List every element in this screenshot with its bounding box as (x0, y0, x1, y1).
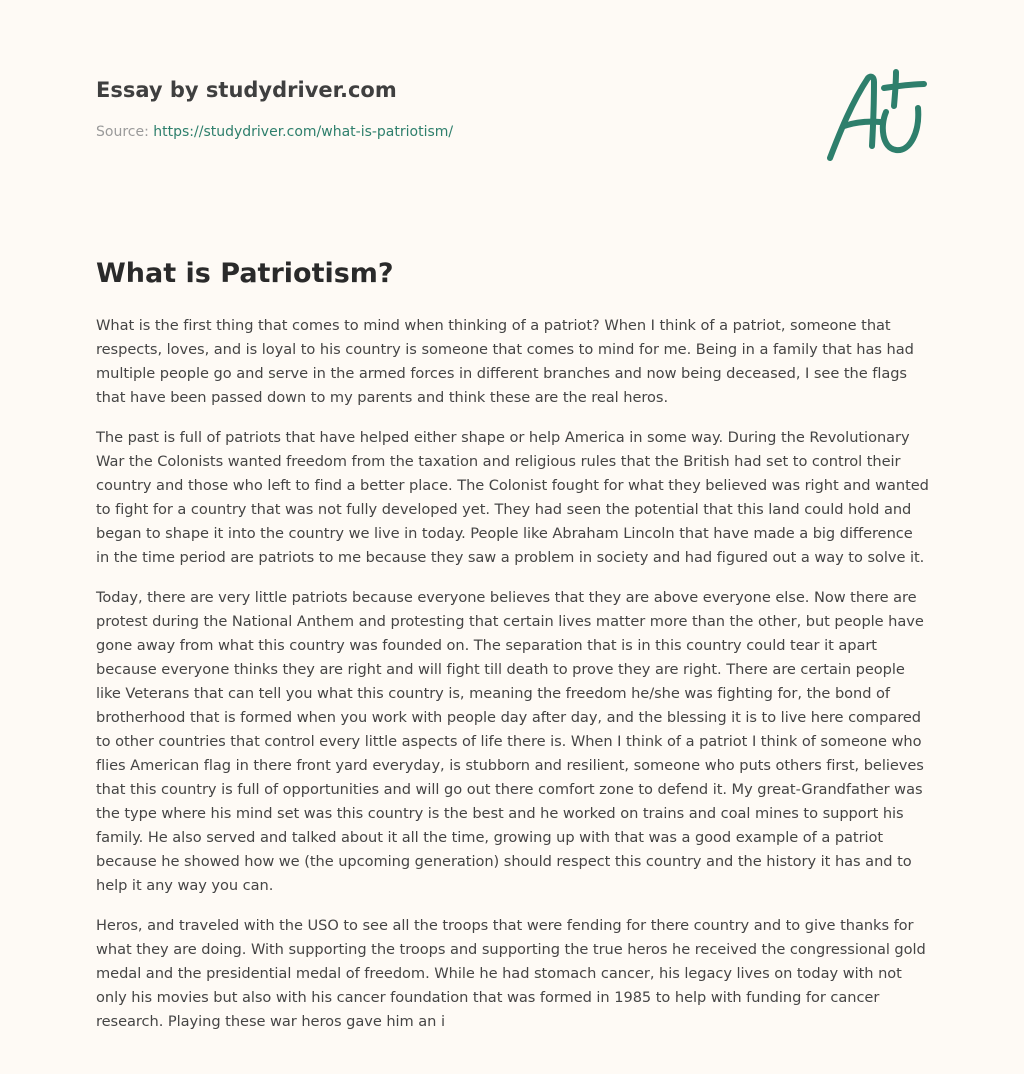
a-plus-logo-icon (822, 66, 930, 166)
source-link[interactable]: https://studydriver.com/what-is-patriotism/ (153, 124, 454, 140)
paragraph: The past is full of patriots that have helped either shape or help America in some way. During the Revolutionary War the Colonists wanted freedom from the taxation and religious rules that the British had set to control their country and those who left to find a better place. The Colonist fought for what they believed was right and wanted to fight for a country that was not fully developed yet. They had seen the potential that this land could hold and began to shape it into the country we live in today. People like Abraham Lincoln that have made a big difference in the time period are patriots to me because they saw a problem in society and had figured out a way to solve it. (96, 429, 929, 566)
paragraph: Today, there are very little patriots because everyone believes that they are above everyone else. Now there are protest during the National Anthem and protesting that certain lives matter more than the other, but people have gone away from what this country was founded on. The separation that is in this country could tear it apart because everyone thinks they are right and will fight till death to prove they are right. There are certain people like Veterans that can tell you what this country is, meaning the freedom he/she was fighting for, the bond of brotherhood that is formed when you work with people day after day, and the blessing it is to live here compared to other countries that control every little aspects of life there is. When I think of a patriot I think of someone who flies American flag in there front yard everyday, is stubborn and resilient, someone who puts others first, believes that this country is full of opportunities and will go out there comfort zone to defend it. My great-Grandfather was the type where his mind set was this country is the best and he worked on trains and coal mines to support his family. He also served and talked about it all the time, growing up with that was a good example of a patriot because he showed how we (the upcoming generation) should respect this country and the history it has and to help it any way you can. (96, 589, 924, 894)
source-line (96, 122, 796, 142)
paragraph: Heros, and traveled with the USO to see all the troops that were fending for there country and to give thanks for what they are doing. With supporting the troops and supporting the true heros he received the congressional gold medal and the presidential medal of freedom. While he had stomach cancer, his legacy lives on today with not only his movies but also with his cancer foundation that was formed in 1985 to help with funding for cancer research. Playing these war heros gave him an i (96, 917, 926, 1030)
brand-title: Essay by studydriver.com (96, 78, 397, 102)
paragraph: What is the first thing that comes to mind when thinking of a patriot? When I think of a patriot, someone that respects, loves, and is loyal to his country is someone that comes to mind for me. Being in a family that has had multiple people go and serve in the armed forces in different branches and now being deceased, I see the flags that have been passed down to my parents and think these are the real heros. (96, 317, 914, 406)
source-label: Source: (96, 124, 154, 140)
article-title: What is Patriotism? (96, 258, 394, 289)
essay-header (96, 76, 796, 142)
article-body (96, 314, 930, 1050)
